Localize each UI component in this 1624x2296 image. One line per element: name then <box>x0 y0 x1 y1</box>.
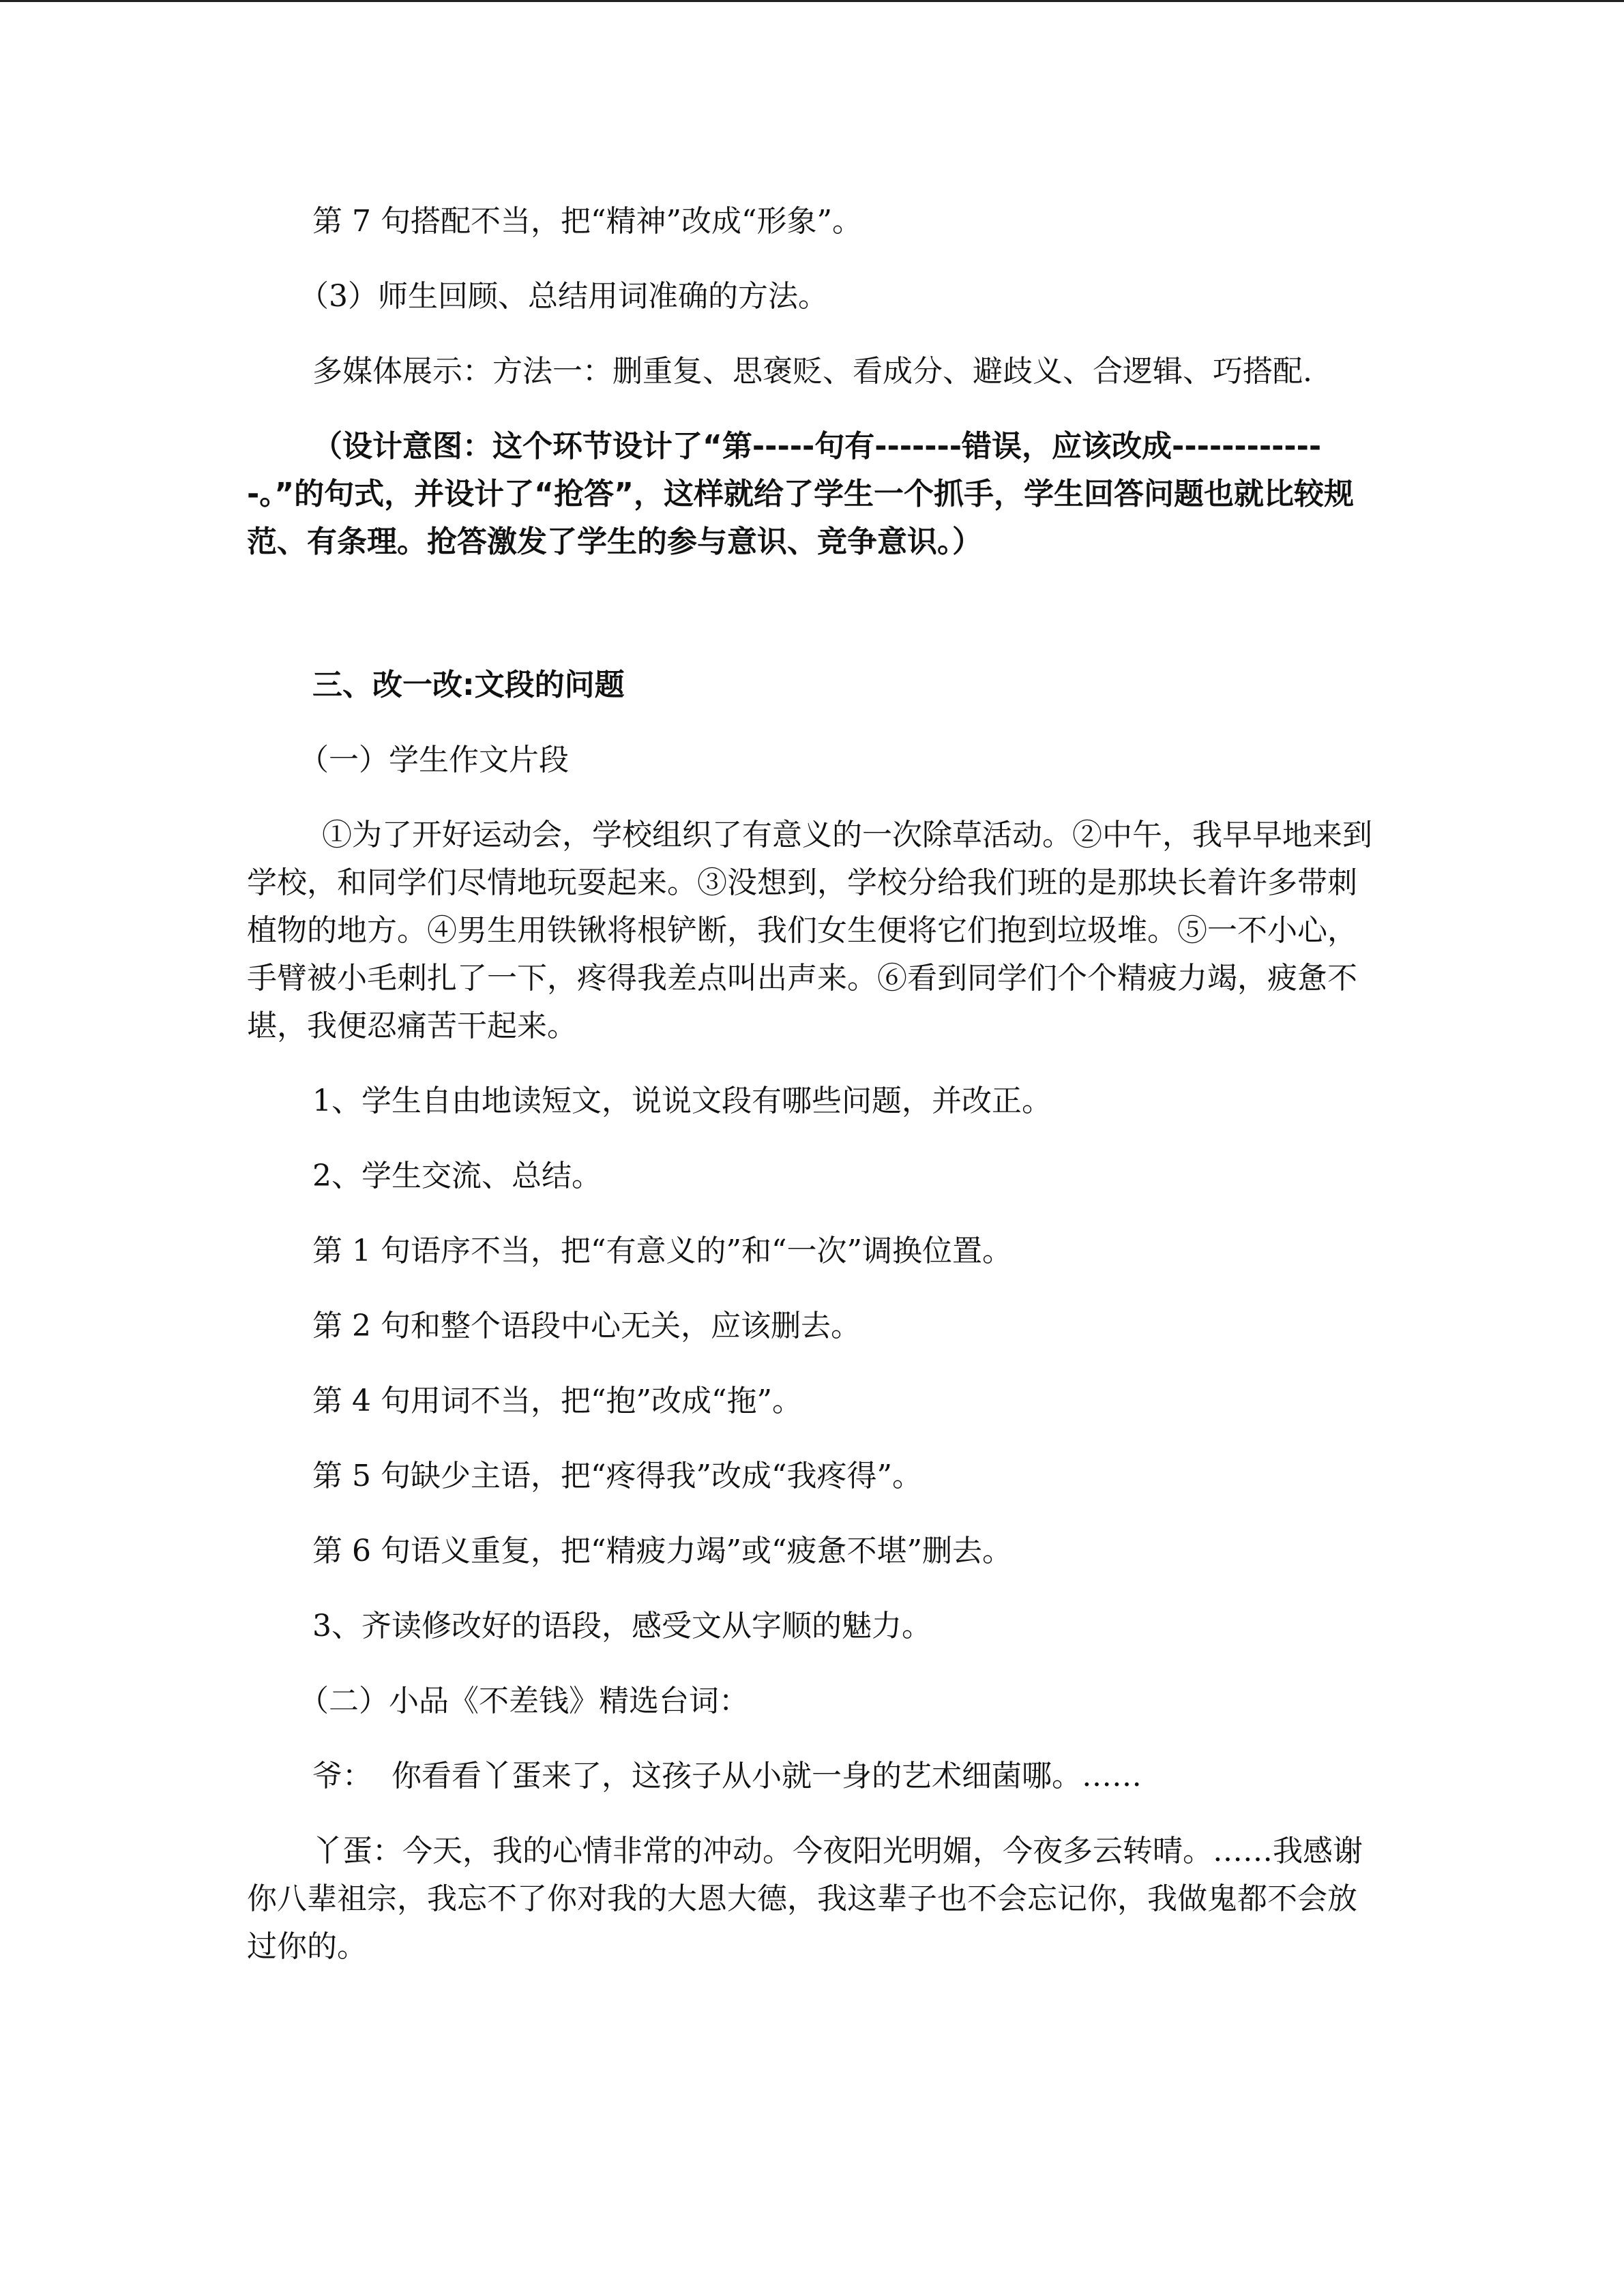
paragraph-multimedia: 多媒体展示：方法一：删重复、思褒贬、看成分、避歧义、合逻辑、巧搭配. <box>312 354 1312 389</box>
paragraph-sentence-7: 第 7 句搭配不当，把“精神”改成“形象”。 <box>312 204 862 239</box>
correction-sentence-1: 第 1 句语序不当，把“有意义的”和“一次”调换位置。 <box>312 1234 1012 1268</box>
skit-line-grandpa: 爷： 你看看丫蛋来了，这孩子从小就一身的艺术细菌哪。…… <box>312 1759 1142 1793</box>
section-heading-3: 三、改一改:文段的问题 <box>312 668 625 702</box>
skit-line-yadan: 丫蛋：今天，我的心情非常的冲动。今夜阳光明媚，今夜多云转晴。……我感谢你八辈祖宗，我忘不了你对我的大恩大德，我这辈子也不会忘记你，我做鬼都不会放过你的。 <box>247 1834 1363 1964</box>
subsection-skit: （二）小品《不差钱》精选台词： <box>299 1684 749 1718</box>
correction-sentence-2: 第 2 句和整个语段中心无关，应该删去。 <box>312 1309 861 1343</box>
page-top-border <box>0 0 1624 2</box>
step-2: 2、学生交流、总结。 <box>312 1159 602 1193</box>
subsection-student-essay: （一）学生作文片段 <box>299 743 569 777</box>
paragraph-essay-excerpt: ①为了开好运动会，学校组织了有意义的一次除草活动。②中午，我早早地来到学校，和同学们尽情地玩耍起来。③没想到，学校分给我们班的是那块长着许多带刺植物的地方。④男生用铁锹将根铲断，我们女生便将它们抱到垃圾堆。⑤一不小心，手臂被小毛刺扎了一下，疼得我差点叫出声来。⑥看到同学们个个精疲力竭，疲惫不堪，我便忍痛苦干起来。 <box>247 818 1372 1043</box>
step-1: 1、学生自由地读短文，说说文段有哪些问题，并改正。 <box>312 1084 1052 1118</box>
document-body <box>247 198 1372 1971</box>
correction-sentence-6: 第 6 句语义重复，把“精疲力竭”或“疲惫不堪”删去。 <box>312 1534 1012 1568</box>
step-3: 3、齐读修改好的语段，感受文从字顺的魅力。 <box>312 1609 932 1643</box>
correction-sentence-5: 第 5 句缺少主语，把“疼得我”改成“我疼得”。 <box>312 1459 922 1493</box>
paragraph-design-intent: （设计意图：这个环节设计了“第-----句有-------错误，应该改成-------------。”的句式，并设计了“抢答”，这样就给了学生一个抓手，学生回答问题也就比较规范、有条理。抢答激发了学生的参与意识、竞争意识。） <box>247 429 1355 559</box>
correction-sentence-4: 第 4 句用词不当，把“抱”改成“拖”。 <box>312 1384 802 1418</box>
paragraph-review-method: （3）师生回顾、总结用词准确的方法。 <box>299 279 828 314</box>
